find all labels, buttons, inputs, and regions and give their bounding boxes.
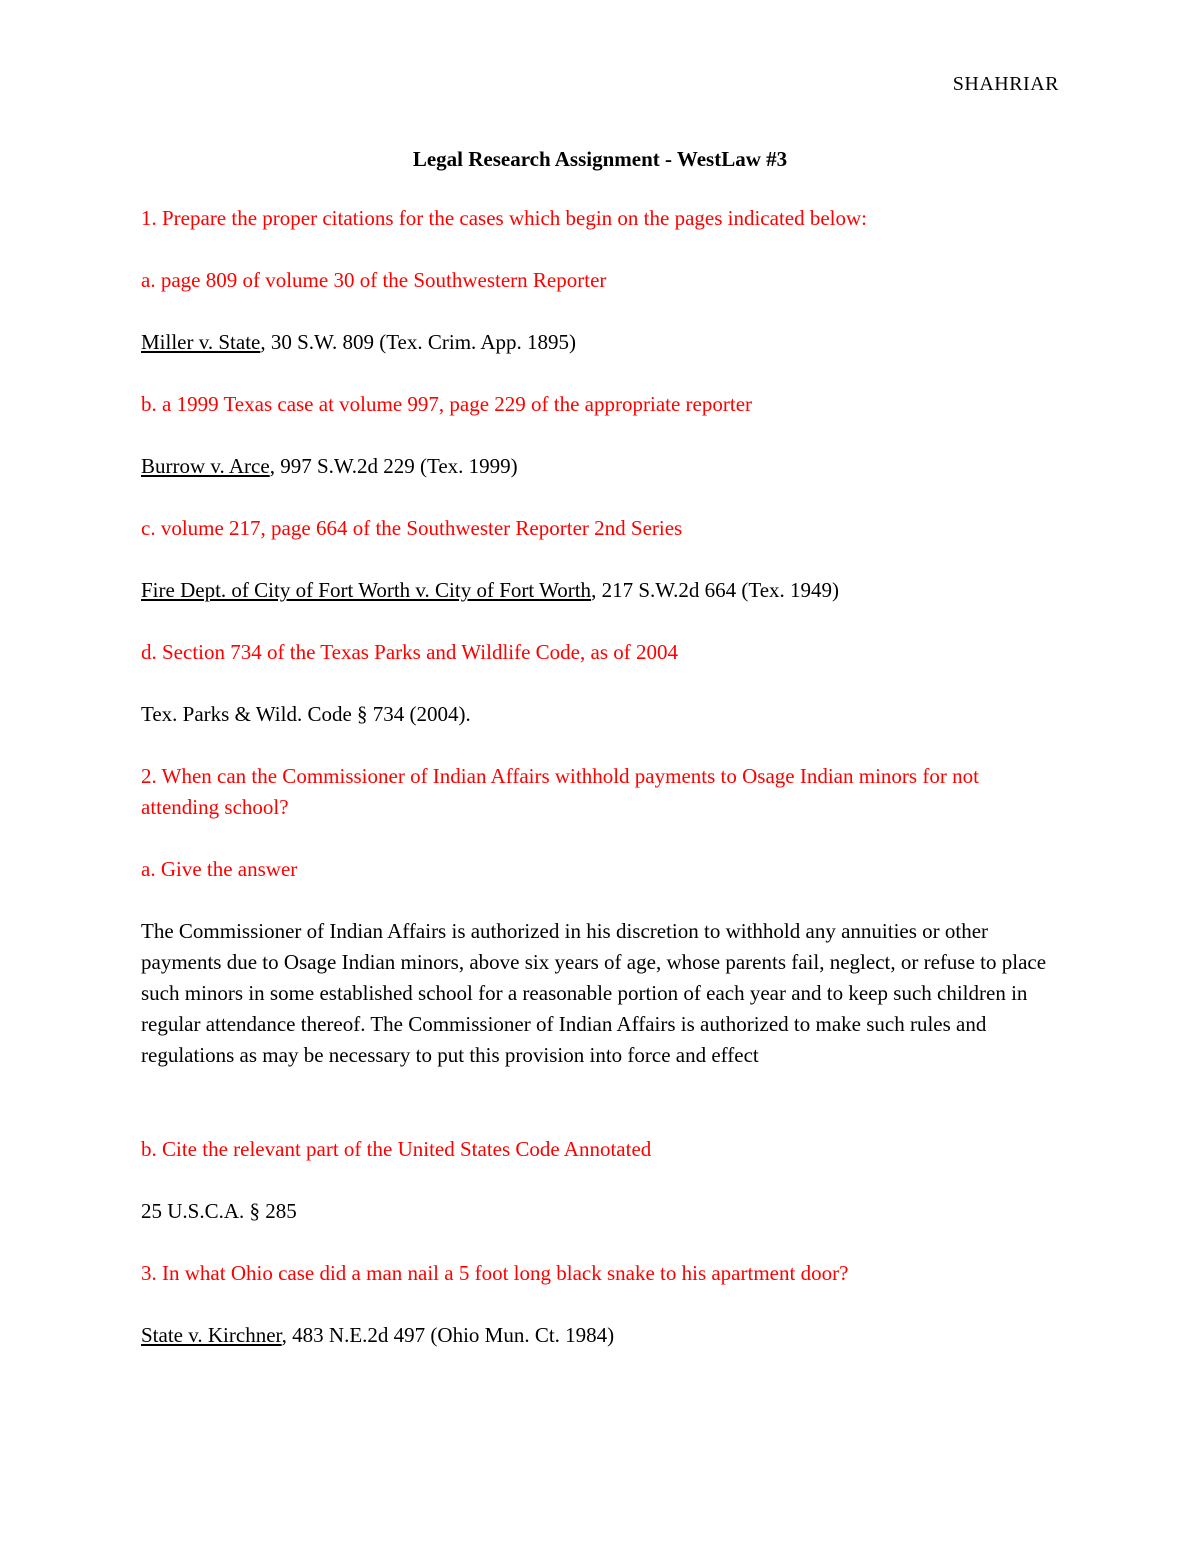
question-2a: a. Give the answer <box>141 857 298 881</box>
case-name: Miller v. State <box>141 330 261 354</box>
case-citation: , 483 N.E.2d 497 (Ohio Mun. Ct. 1984) <box>281 1323 615 1347</box>
case-citation: , 997 S.W.2d 229 (Tex. 1999) <box>269 454 518 478</box>
case-name: Fire Dept. of City of Fort Worth v. City of Fort Worth <box>141 578 592 602</box>
question-1b: b. a 1999 Texas case at volume 997, page 229 of the appropriate reporter <box>141 392 753 416</box>
question-1-prompt: 1. Prepare the proper citations for the cases which begin on the pages indicated below: <box>141 206 868 230</box>
answer-2b: 25 U.S.C.A. § 285 <box>141 1199 297 1223</box>
answer-1d: Tex. Parks & Wild. Code § 734 (2004). <box>141 702 471 726</box>
case-name: State v. Kirchner <box>141 1323 282 1347</box>
answer-1c <box>141 575 839 606</box>
answer-1a <box>141 327 576 358</box>
question-1c: c. volume 217, page 664 of the Southwester Reporter 2nd Series <box>141 516 683 540</box>
case-citation: , 30 S.W. 809 (Tex. Crim. App. 1895) <box>260 330 577 354</box>
author-header: SHAHRIAR <box>952 73 1059 95</box>
question-1d: d. Section 734 of the Texas Parks and Wildlife Code, as of 2004 <box>141 640 678 664</box>
case-citation: , 217 S.W.2d 664 (Tex. 1949) <box>591 578 840 602</box>
question-2-prompt: 2. When can the Commissioner of Indian Affairs withhold payments to Osage Indian minors for not attending school? <box>141 764 979 819</box>
question-3-prompt: 3. In what Ohio case did a man nail a 5 foot long black snake to his apartment door? <box>141 1261 849 1285</box>
answer-3 <box>141 1320 614 1351</box>
question-2b: b. Cite the relevant part of the United States Code Annotated <box>141 1137 652 1161</box>
answer-1b <box>141 451 518 482</box>
question-1a: a. page 809 of volume 30 of the Southwestern Reporter <box>141 268 607 292</box>
case-name: Burrow v. Arce <box>141 454 270 478</box>
answer-2a: The Commissioner of Indian Affairs is authorized in his discretion to withhold any annuities or other payments due to Osage Indian minors, above six years of age, whose parents fail, neglect, or refuse to place such minors in some established school for a reasonable portion of each year and to keep such children in regular attendance thereof. The Commissioner of Indian Affairs is authorized to make such rules and regulations as may be necessary to put this provision into force and effect <box>141 919 1047 1067</box>
document-title: Legal Research Assignment - WestLaw #3 <box>412 147 788 171</box>
